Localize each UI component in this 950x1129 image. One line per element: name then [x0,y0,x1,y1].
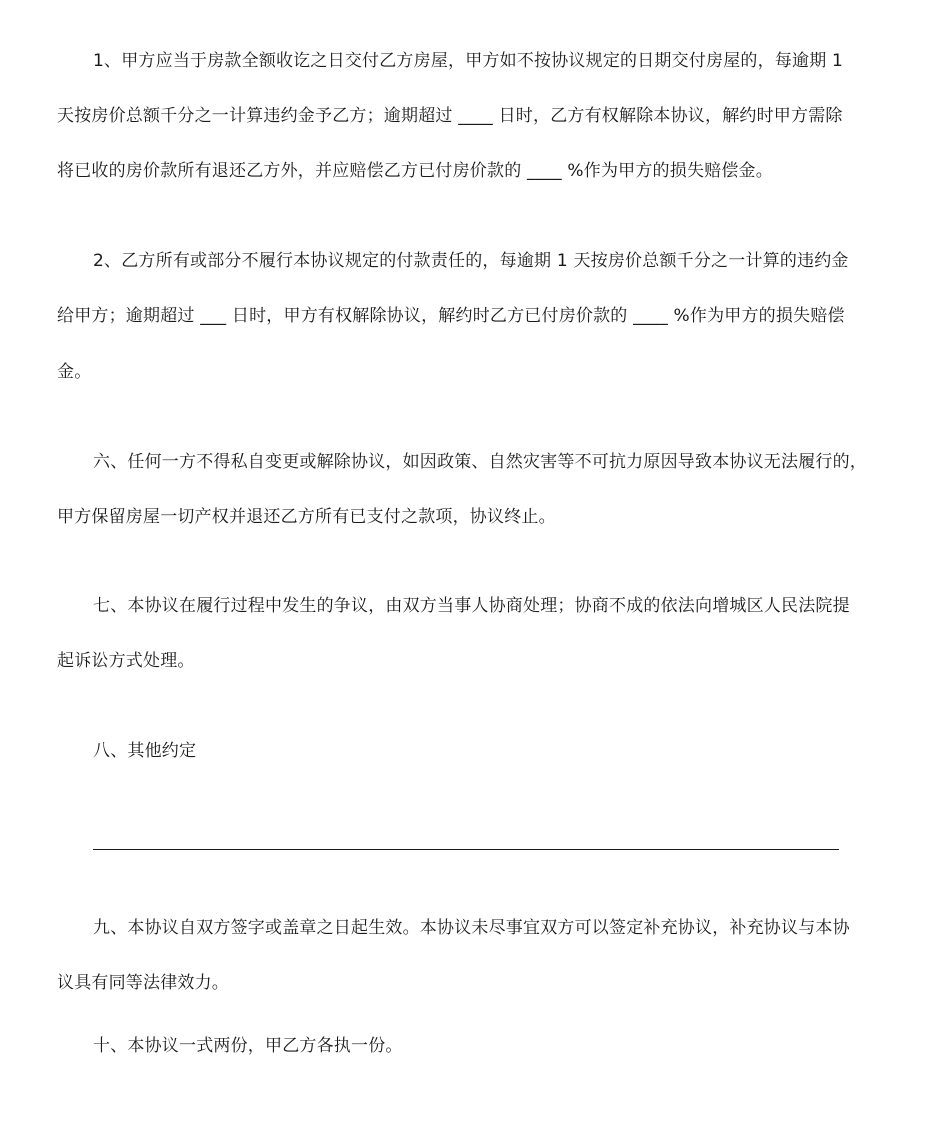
section-6-line-2: 甲方保留房屋一切产权并退还乙方所有已支付之款项，协议终止。 [57,507,556,527]
clause-2-line-2: 给甲方；逾期超过 ___ 日时，甲方有权解除协议，解约时乙方已付房价款的 ____ %作为甲方的损失赔偿 [57,306,845,326]
clause-2-line-3: 金。 [57,362,92,382]
section-7-line-1: 七、本协议在履行过程中发生的争议，由双方当事人协商处理；协商不成的依法向增城区人民法院提 [93,596,850,616]
section-8-heading: 八、其他约定 [93,741,197,761]
section-6-line-1: 六、任何一方不得私自变更或解除协议，如因政策、自然灾害等不可抗力原因导致本协议无法履行的， [93,452,867,472]
section-10-line-1: 十、本协议一式两份，甲乙方各执一份。 [93,1036,403,1056]
clause-2-line-1: 2、乙方所有或部分不履行本协议规定的付款责任的，每逾期 1 天按房价总额千分之一计算的违约金 [93,251,849,271]
section-9-line-1: 九、本协议自双方签字或盖章之日起生效。本协议未尽事宜双方可以签定补充协议，补充协议与本协 [93,918,850,938]
clause-1-line-3: 将已收的房价款所有退还乙方外，并应赔偿乙方已付房价款的 ____ %作为甲方的损失赔偿金。 [57,161,773,181]
section-7-line-2: 起诉讼方式处理。 [57,651,195,671]
clause-1-line-1: 1、甲方应当于房款全额收讫之日交付乙方房屋，甲方如不按协议规定的日期交付房屋的，每逾期 1 [93,51,844,71]
clause-1-line-2: 天按房价总额千分之一计算违约金予乙方；逾期超过 ____ 日时，乙方有权解除本协议，解约时甲方需除 [57,106,843,126]
section-9-line-2: 议具有同等法律效力。 [57,973,229,993]
other-agreement-blank-line [93,849,839,850]
